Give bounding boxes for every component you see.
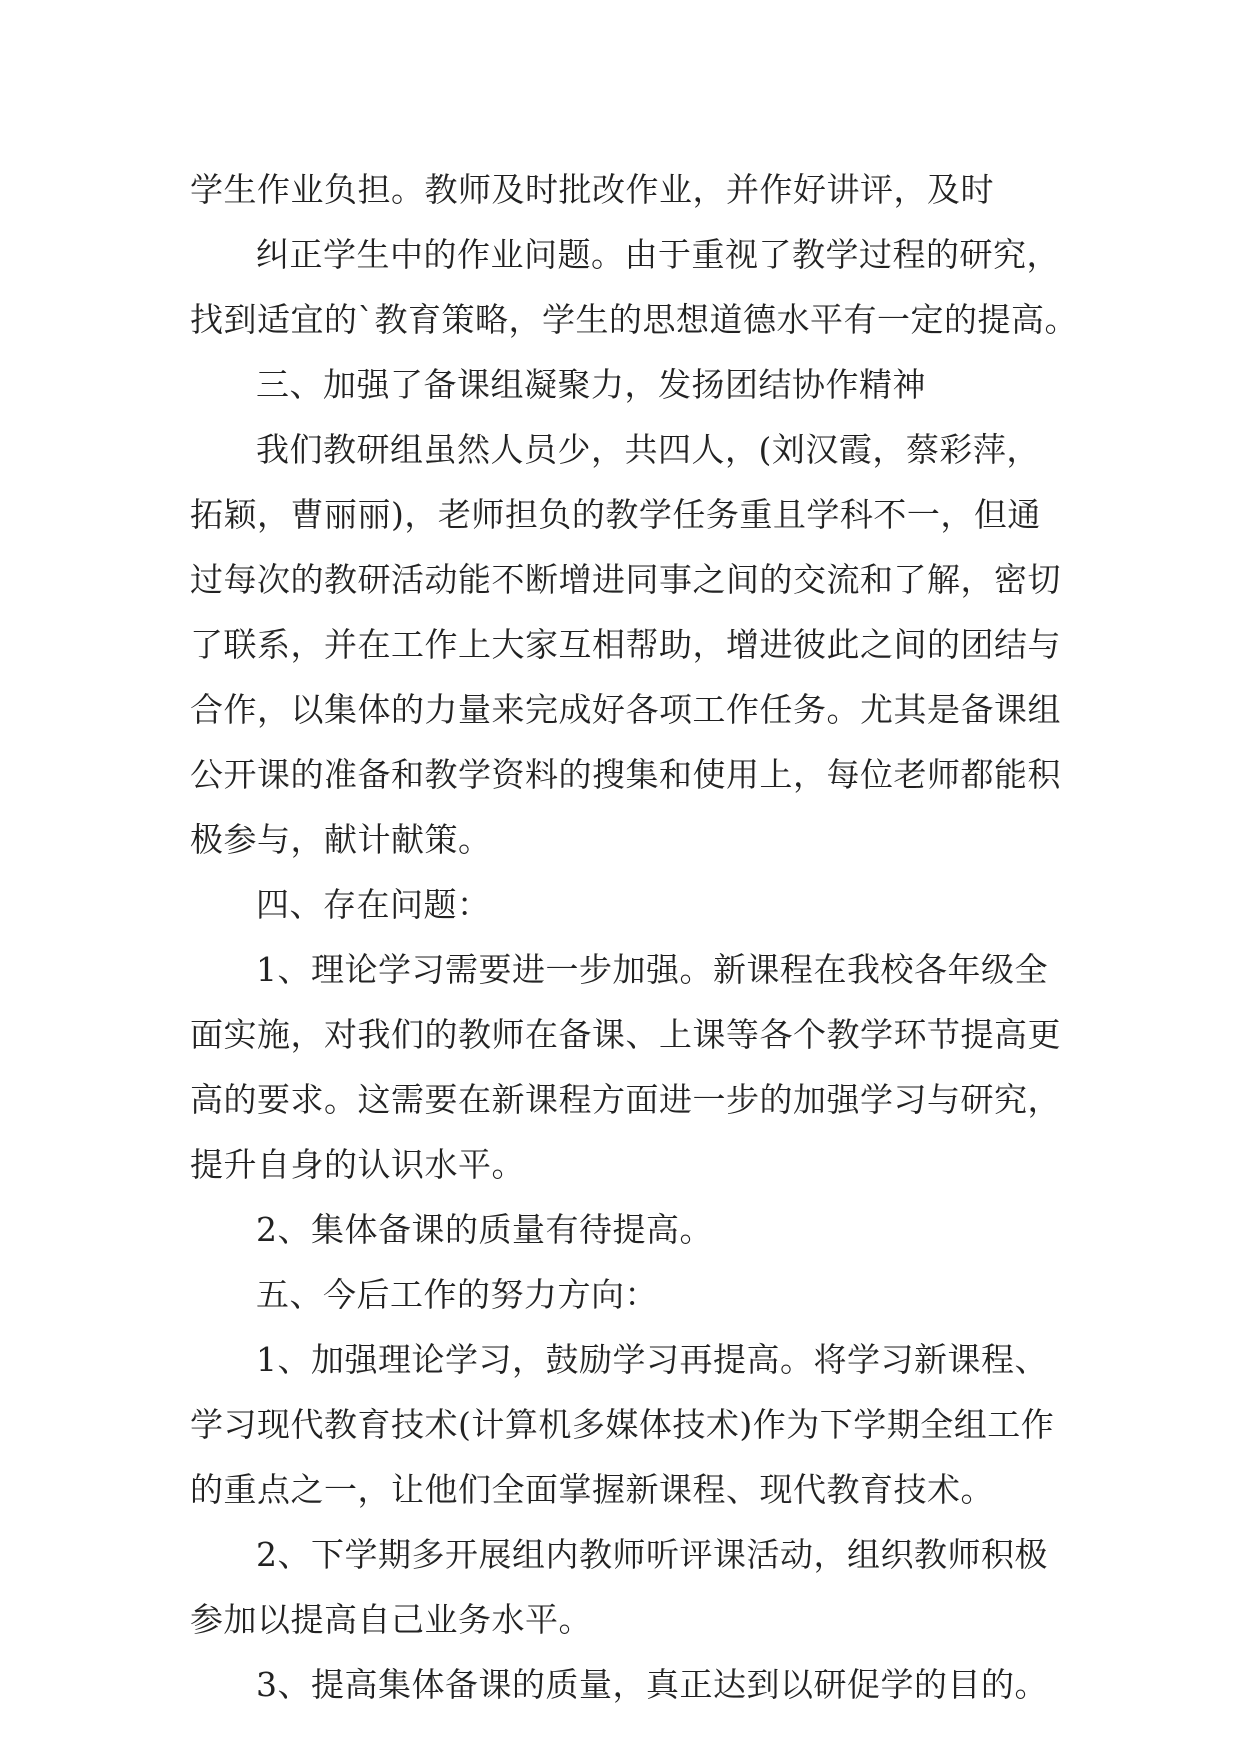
- text-line: 1、加强理论学习，鼓励学习再提高。将学习新课程、: [256, 1340, 1048, 1379]
- document-body: [190, 157, 1078, 1717]
- text-line: 的重点之一，让他们全面掌握新课程、现代教育技术。: [190, 1470, 994, 1509]
- text-line: 四、存在问题：: [256, 885, 491, 924]
- text-line: 学习现代教育技术(计算机多媒体技术)作为下学期全组工作: [190, 1405, 1055, 1444]
- text-line: 过每次的教研活动能不断增进同事之间的交流和了解，密切: [190, 560, 1061, 599]
- text-line: 参加以提高自己业务水平。: [190, 1600, 592, 1639]
- text-line: 极参与，献计献策。: [190, 820, 492, 859]
- text-line: 我们教研组虽然人员少，共四人，(刘汉霞，蔡彩萍，: [256, 430, 1040, 469]
- text-line: 找到适宜的`教育策略，学生的思想道德水平有一定的提高。: [190, 300, 1078, 339]
- text-line: 公开课的准备和教学资料的搜集和使用上，每位老师都能积: [190, 755, 1061, 794]
- text-line: 了联系，并在工作上大家互相帮助，增进彼此之间的团结与: [190, 625, 1061, 664]
- text-line: 提升自身的认识水平。: [190, 1145, 525, 1184]
- text-line: 面实施，对我们的教师在备课、上课等各个教学环节提高更: [190, 1015, 1061, 1054]
- text-line: 三、加强了备课组凝聚力，发扬团结协作精神: [256, 365, 926, 404]
- text-line: 2、集体备课的质量有待提高。: [256, 1210, 713, 1249]
- text-line: 五、今后工作的努力方向：: [256, 1275, 658, 1314]
- text-line: 学生作业负担。教师及时批改作业，并作好讲评，及时: [190, 170, 994, 209]
- text-line: 纠正学生中的作业问题。由于重视了教学过程的研究，: [256, 235, 1060, 274]
- text-line: 1、理论学习需要进一步加强。新课程在我校各年级全: [256, 950, 1048, 989]
- text-line: 拓颖，曹丽丽)，老师担负的教学任务重且学科不一，但通: [190, 495, 1041, 534]
- text-line: 合作，以集体的力量来完成好各项工作任务。尤其是备课组: [190, 690, 1061, 729]
- text-line: 3、提高集体备课的质量，真正达到以研促学的目的。: [256, 1665, 1048, 1704]
- text-line: 高的要求。这需要在新课程方面进一步的加强学习与研究，: [190, 1080, 1061, 1119]
- text-line: 2、下学期多开展组内教师听评课活动，组织教师积极: [256, 1535, 1048, 1574]
